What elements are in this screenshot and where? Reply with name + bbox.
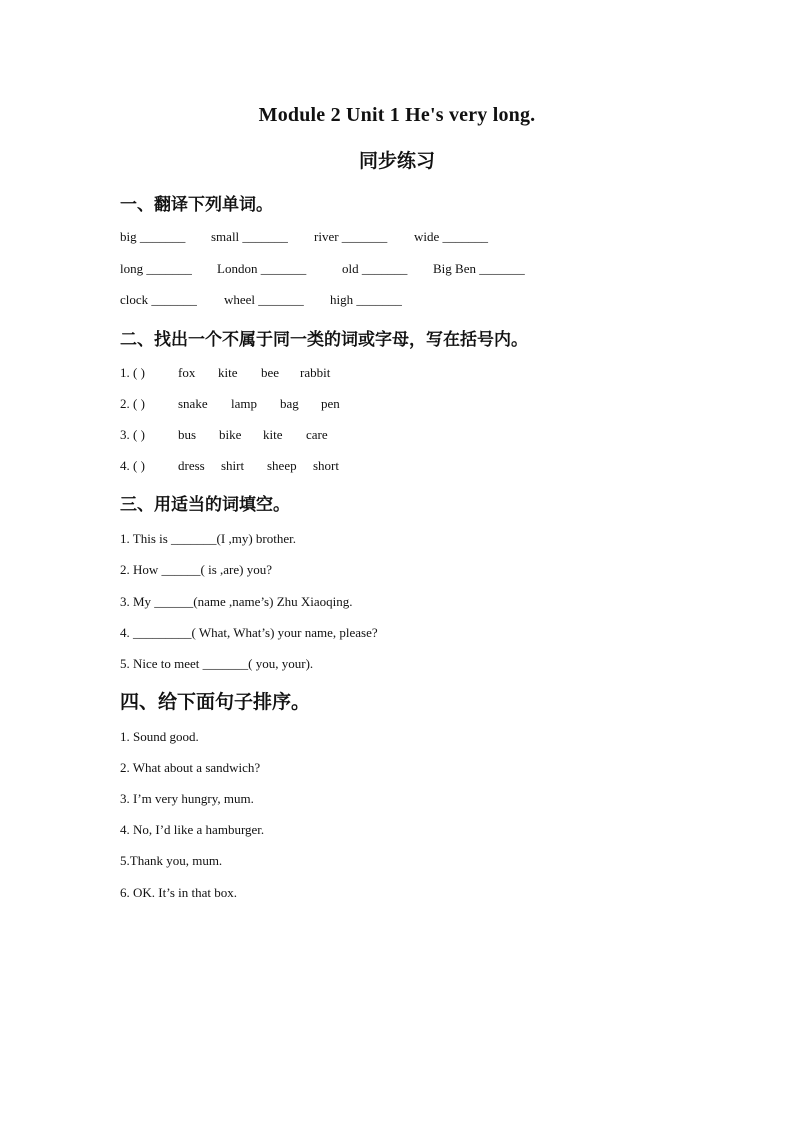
vocab-item: Big Ben _______ (433, 261, 525, 276)
vocab-item: high _______ (330, 292, 402, 307)
vocab-item: London _______ (217, 261, 307, 276)
vocab-item: small _______ (211, 229, 288, 244)
vocab-item: long _______ (120, 261, 192, 276)
page-subtitle: 同步练习 (358, 151, 435, 172)
fill-blank-item-2: 2. How ______( is ,are) you? (120, 562, 272, 577)
fill-blank-item-5: 5. Nice to meet _______( you, your). (120, 656, 314, 671)
item-number: 2. ( ) (120, 396, 145, 411)
section3-heading: 三、用适当的词填空。 (120, 495, 290, 515)
vocab-item: big _______ (120, 229, 186, 244)
order-sentence-5: 5.Thank you, mum. (120, 853, 223, 868)
fill-blank-item-4: 4. _________( What, What’s) your name, please? (120, 625, 378, 640)
vocab-item: river _______ (314, 229, 388, 244)
item-number: 4. ( ) (120, 458, 145, 473)
item-word: kite (218, 365, 238, 380)
item-word: shirt (221, 458, 245, 473)
page-title: Module 2 Unit 1 He's very long. (258, 104, 536, 126)
item-word: dress (178, 458, 205, 473)
order-sentence-4: 4. No, I’d like a hamburger. (120, 822, 265, 837)
item-word: lamp (231, 396, 257, 411)
item-word: fox (178, 365, 196, 380)
item-word: bee (261, 365, 280, 380)
item-number: 1. ( ) (120, 365, 145, 380)
vocab-item: wide _______ (414, 229, 489, 244)
item-word: kite (263, 427, 283, 442)
section4-heading: 四、给下面句子排序。 (120, 691, 311, 713)
order-sentence-3: 3. I’m very hungry, mum. (120, 791, 254, 806)
vocab-item: wheel _______ (224, 292, 304, 307)
vocab-item: old _______ (342, 261, 408, 276)
item-word: rabbit (300, 365, 331, 380)
item-word: care (306, 427, 328, 442)
item-word: snake (178, 396, 208, 411)
order-sentence-2: 2. What about a sandwich? (120, 760, 261, 775)
item-number: 3. ( ) (120, 427, 145, 442)
item-word: pen (321, 396, 340, 411)
fill-blank-item-3: 3. My ______(name ,name’s) Zhu Xiaoqing. (120, 594, 353, 609)
section2-heading: 二、找出一个不属于同一类的词或字母，写在括号内。 (120, 330, 528, 350)
section1-heading: 一、翻译下列单词。 (120, 195, 273, 215)
item-word: bus (178, 427, 197, 442)
fill-blank-item-1: 1. This is _______(I ,my) brother. (120, 531, 296, 546)
item-word: bag (280, 396, 299, 411)
item-word: sheep (267, 458, 297, 473)
order-sentence-6: 6. OK. It’s in that box. (120, 885, 237, 900)
vocab-item: clock _______ (120, 292, 197, 307)
order-sentence-1: 1. Sound good. (120, 729, 199, 744)
item-word: short (313, 458, 339, 473)
item-word: bike (219, 427, 242, 442)
